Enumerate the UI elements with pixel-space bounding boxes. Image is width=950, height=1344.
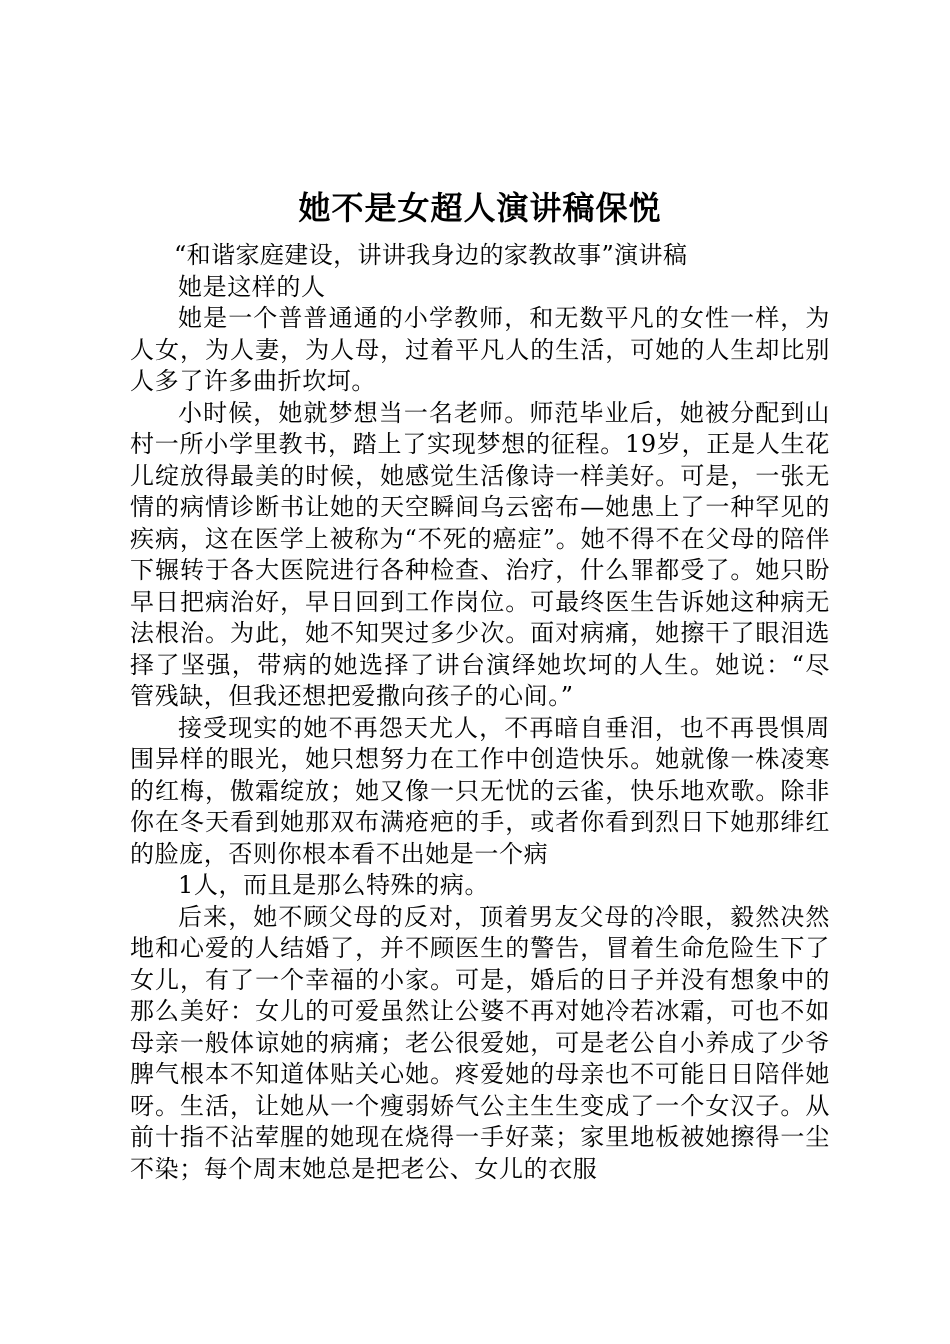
paragraph: 1人，而且是那么特殊的病。 (178, 871, 490, 899)
paragraph-subtitle: “和谐家庭建设，讲讲我身边的家教故事”演讲稿 (174, 241, 688, 269)
paragraph: 后来，她不顾父母的反对，顶着男友父母的冷眼，毅然决然地和心爱的人结婚了，并不顾医生的警告，冒着生命危险生下了女儿，有了一个幸福的小家。可是，婚后的日子并没有想象中的那么美好：女儿的可爱虽然让公婆不再对她冷若冰霜，可也不如母亲一般体谅她的病痛；老公很爱她，可是老公自小养成了少爷脾气根本不知道体贴关心她。疼爱她的母亲也不可能日日陪伴她呀。生活，让她从一个瘦弱娇气公主生生变成了一个女汉子。从前十指不沾荤腥的她现在烧得一手好菜；家里地板被她擦得一尘不染；每个周末她总是把老公、女儿的衣服 (130, 902, 830, 1183)
paragraph-heading: 她是这样的人 (178, 272, 326, 301)
document-title: 她不是女超人演讲稿保悦 (298, 189, 662, 227)
document-body (130, 184, 830, 1185)
paragraph: 她是一个普普通通的小学教师，和无数平凡的女性一样，为人女，为人妻，为人母，过着平凡人的生活，可她的人生却比别人多了许多曲折坎坷。 (130, 304, 830, 395)
paragraph: 小时候，她就梦想当一名老师。师范毕业后，她被分配到山村一所小学里教书，踏上了实现梦想的征程。19岁，正是人生花儿绽放得最美的时候，她感觉生活像诗一样美好。可是，一张无情的病情诊断书让她的天空瞬间乌云密布—她患上了一种罕见的疾病，这在医学上被称为“不死的癌症”。她不得不在父母的陪伴下辗转于各大医院进行各种检查、治疗，什么罪都受了。她只盼早日把病治好，早日回到工作岗位。可最终医生告诉她这种病无法根治。为此，她不知哭过多少次。面对病痛，她擦干了眼泪选择了坚强，带病的她选择了讲台演绎她坎坷的人生。她说：“尽管残缺，但我还想把爱撒向孩子的心间。” (130, 398, 830, 710)
paragraph: 接受现实的她不再怨天尤人，不再暗自垂泪，也不再畏惧周围异样的眼光，她只想努力在工作中创造快乐。她就像一株凌寒的红梅，傲霜绽放；她又像一只无忧的云雀，快乐地欢歌。除非你在冬天看到她那双布满疮疤的手，或者你看到烈日下她那绯红的脸庞，否则你根本看不出她是一个病 (130, 713, 830, 868)
